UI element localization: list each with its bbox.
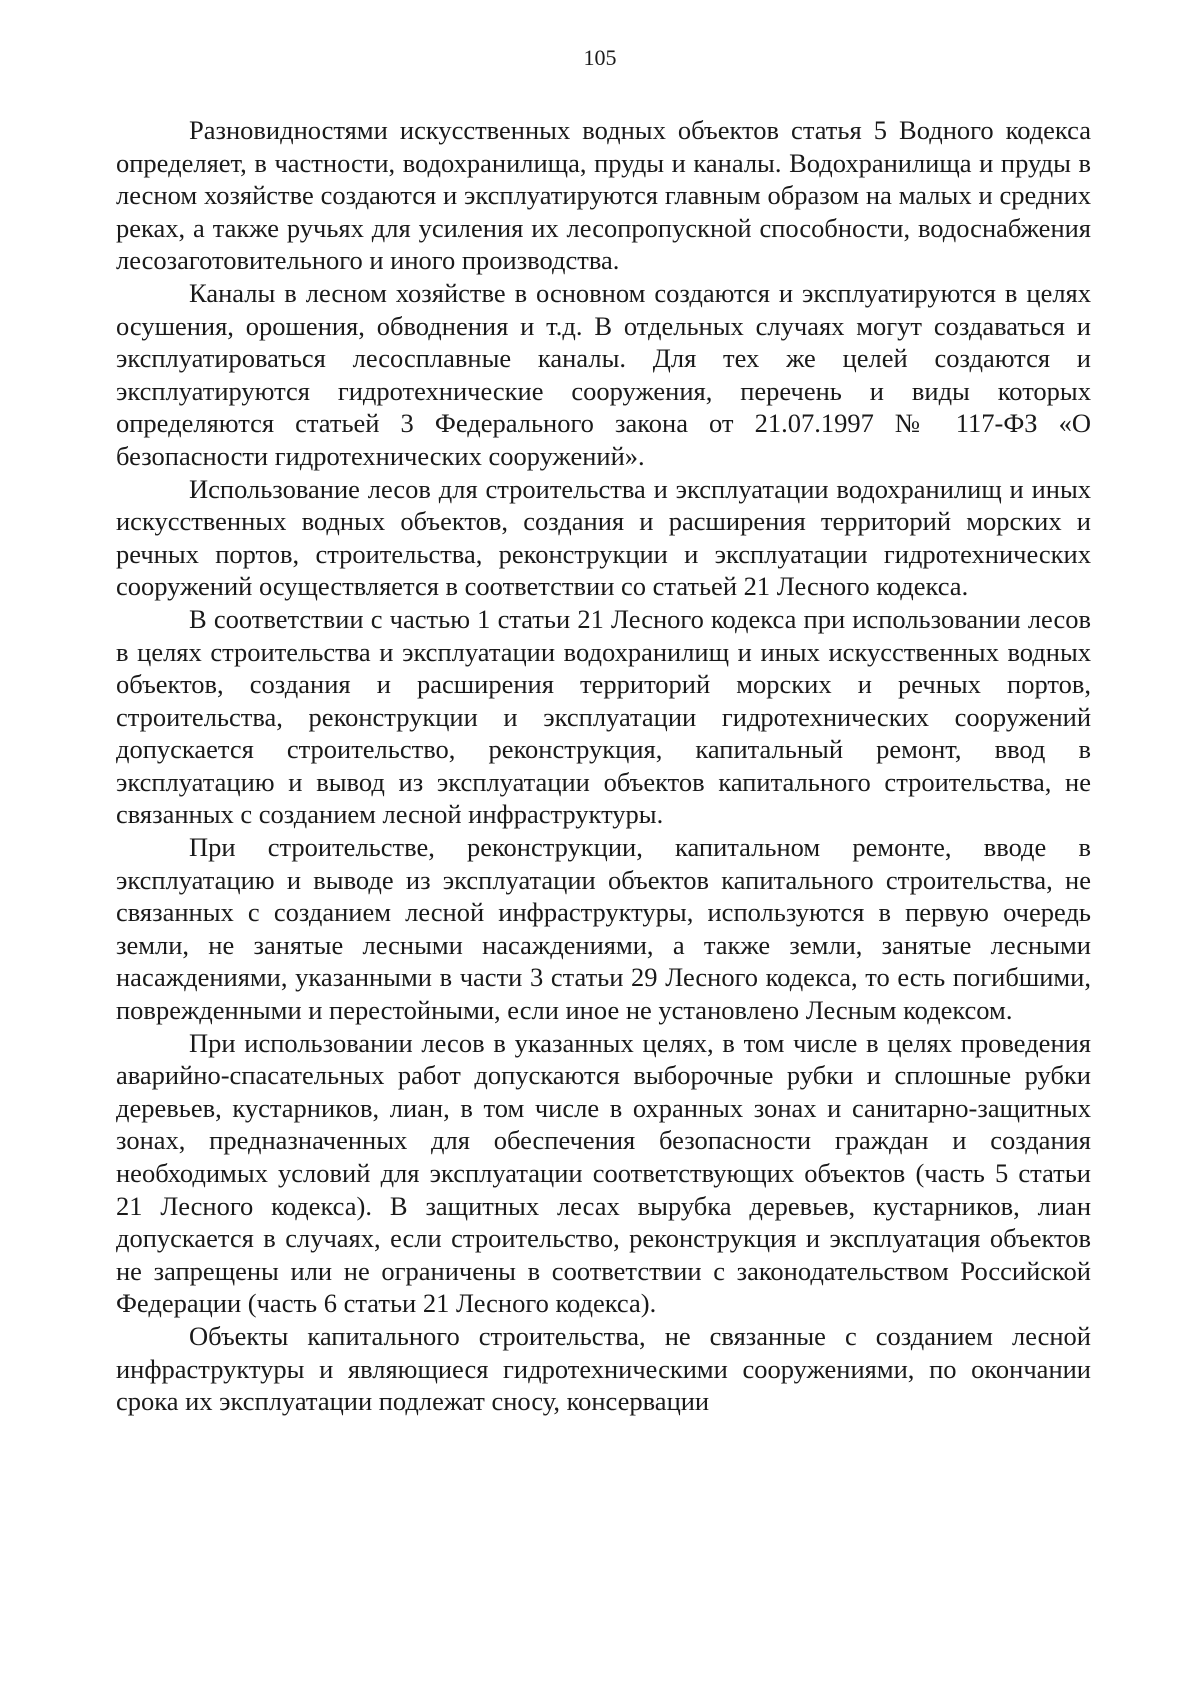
paragraph-1: Разновидностями искусственных водных объектов статья 5 Водного кодекса определяет, в частности, водохранилища, пруды и каналы. Водохранилища и пруды в лесном хозяйстве создаются и эксплуатируются главным образом на малых и средних реках, а также ручьях для усиления их лесопропускной способности, водоснабжения лесозаготовительного и иного производства. (116, 115, 1091, 276)
paragraph-6: При использовании лесов в указанных целях, в том числе в целях проведения аварийно-спасательных работ допускаются выборочные рубки и сплошные рубки деревьев, кустарников, лиан, в том числе в охранных зонах и санитарно-защитных зонах, предназначенных для обеспечения безопасности граждан и создания необходимых условий для эксплуатации соответствующих объектов (часть 5 статьи 21 Лесного кодекса). В защитных лесах вырубка деревьев, кустарников, лиан допускается в случаях, если строительство, реконструкция и эксплуатация объектов не запрещены или не ограничены в соответствии с законодательством Российской Федерации (часть 6 статьи 21 Лесного кодекса). (116, 1027, 1091, 1319)
body-text (116, 114, 1091, 1418)
paragraph-7: Объекты капитального строительства, не связанные с созданием лесной инфраструктуры и являющиеся гидротехническими сооружениями, по окончании срока их эксплуатации подлежат сносу, консервации (116, 1320, 1091, 1417)
page-number: 105 (583, 45, 617, 70)
paragraph-3: Использование лесов для строительства и эксплуатации водохранилищ и иных искусственных водных объектов, создания и расширения территорий морских и речных портов, строительства, реконструкции и эксплуатации гидротехнических сооружений осуществляется в соответствии со статьей 21 Лесного кодекса. (116, 473, 1091, 602)
paragraph-2: Каналы в лесном хозяйстве в основном создаются и эксплуатируются в целях осушения, орошения, обводнения и т.д. В отдельных случаях могут создаваться и эксплуатироваться лесосплавные каналы. Для тех же целей создаются и эксплуатируются гидротехнические сооружения, перечень и виды которых определяются статьей 3 Федерального закона от 21.07.1997 № 117-ФЗ «О безопасности гидротехнических сооружений». (116, 277, 1091, 471)
paragraph-5: При строительстве, реконструкции, капитальном ремонте, вводе в эксплуатацию и выводе из эксплуатации объектов капитального строительства, не связанных с созданием лесной инфраструктуры, используются в первую очередь земли, не занятые лесными насаждениями, а также земли, занятые лесными насаждениями, указанными в части 3 статьи 29 Лесного кодекса, то есть погибшими, поврежденными и перестойными, если иное не установлено Лесным кодексом. (116, 832, 1091, 1026)
paragraph-4: В соответствии с частью 1 статьи 21 Лесного кодекса при использовании лесов в целях строительства и эксплуатации водохранилищ и иных искусственных водных объектов, создания и расширения территорий морских и речных портов, строительства, реконструкции и эксплуатации гидротехнических сооружений допускается строительство, реконструкция, капитальный ремонт, ввод в эксплуатацию и вывод из эксплуатации объектов капитального строительства, не связанных с созданием лесной инфраструктуры. (116, 603, 1091, 830)
